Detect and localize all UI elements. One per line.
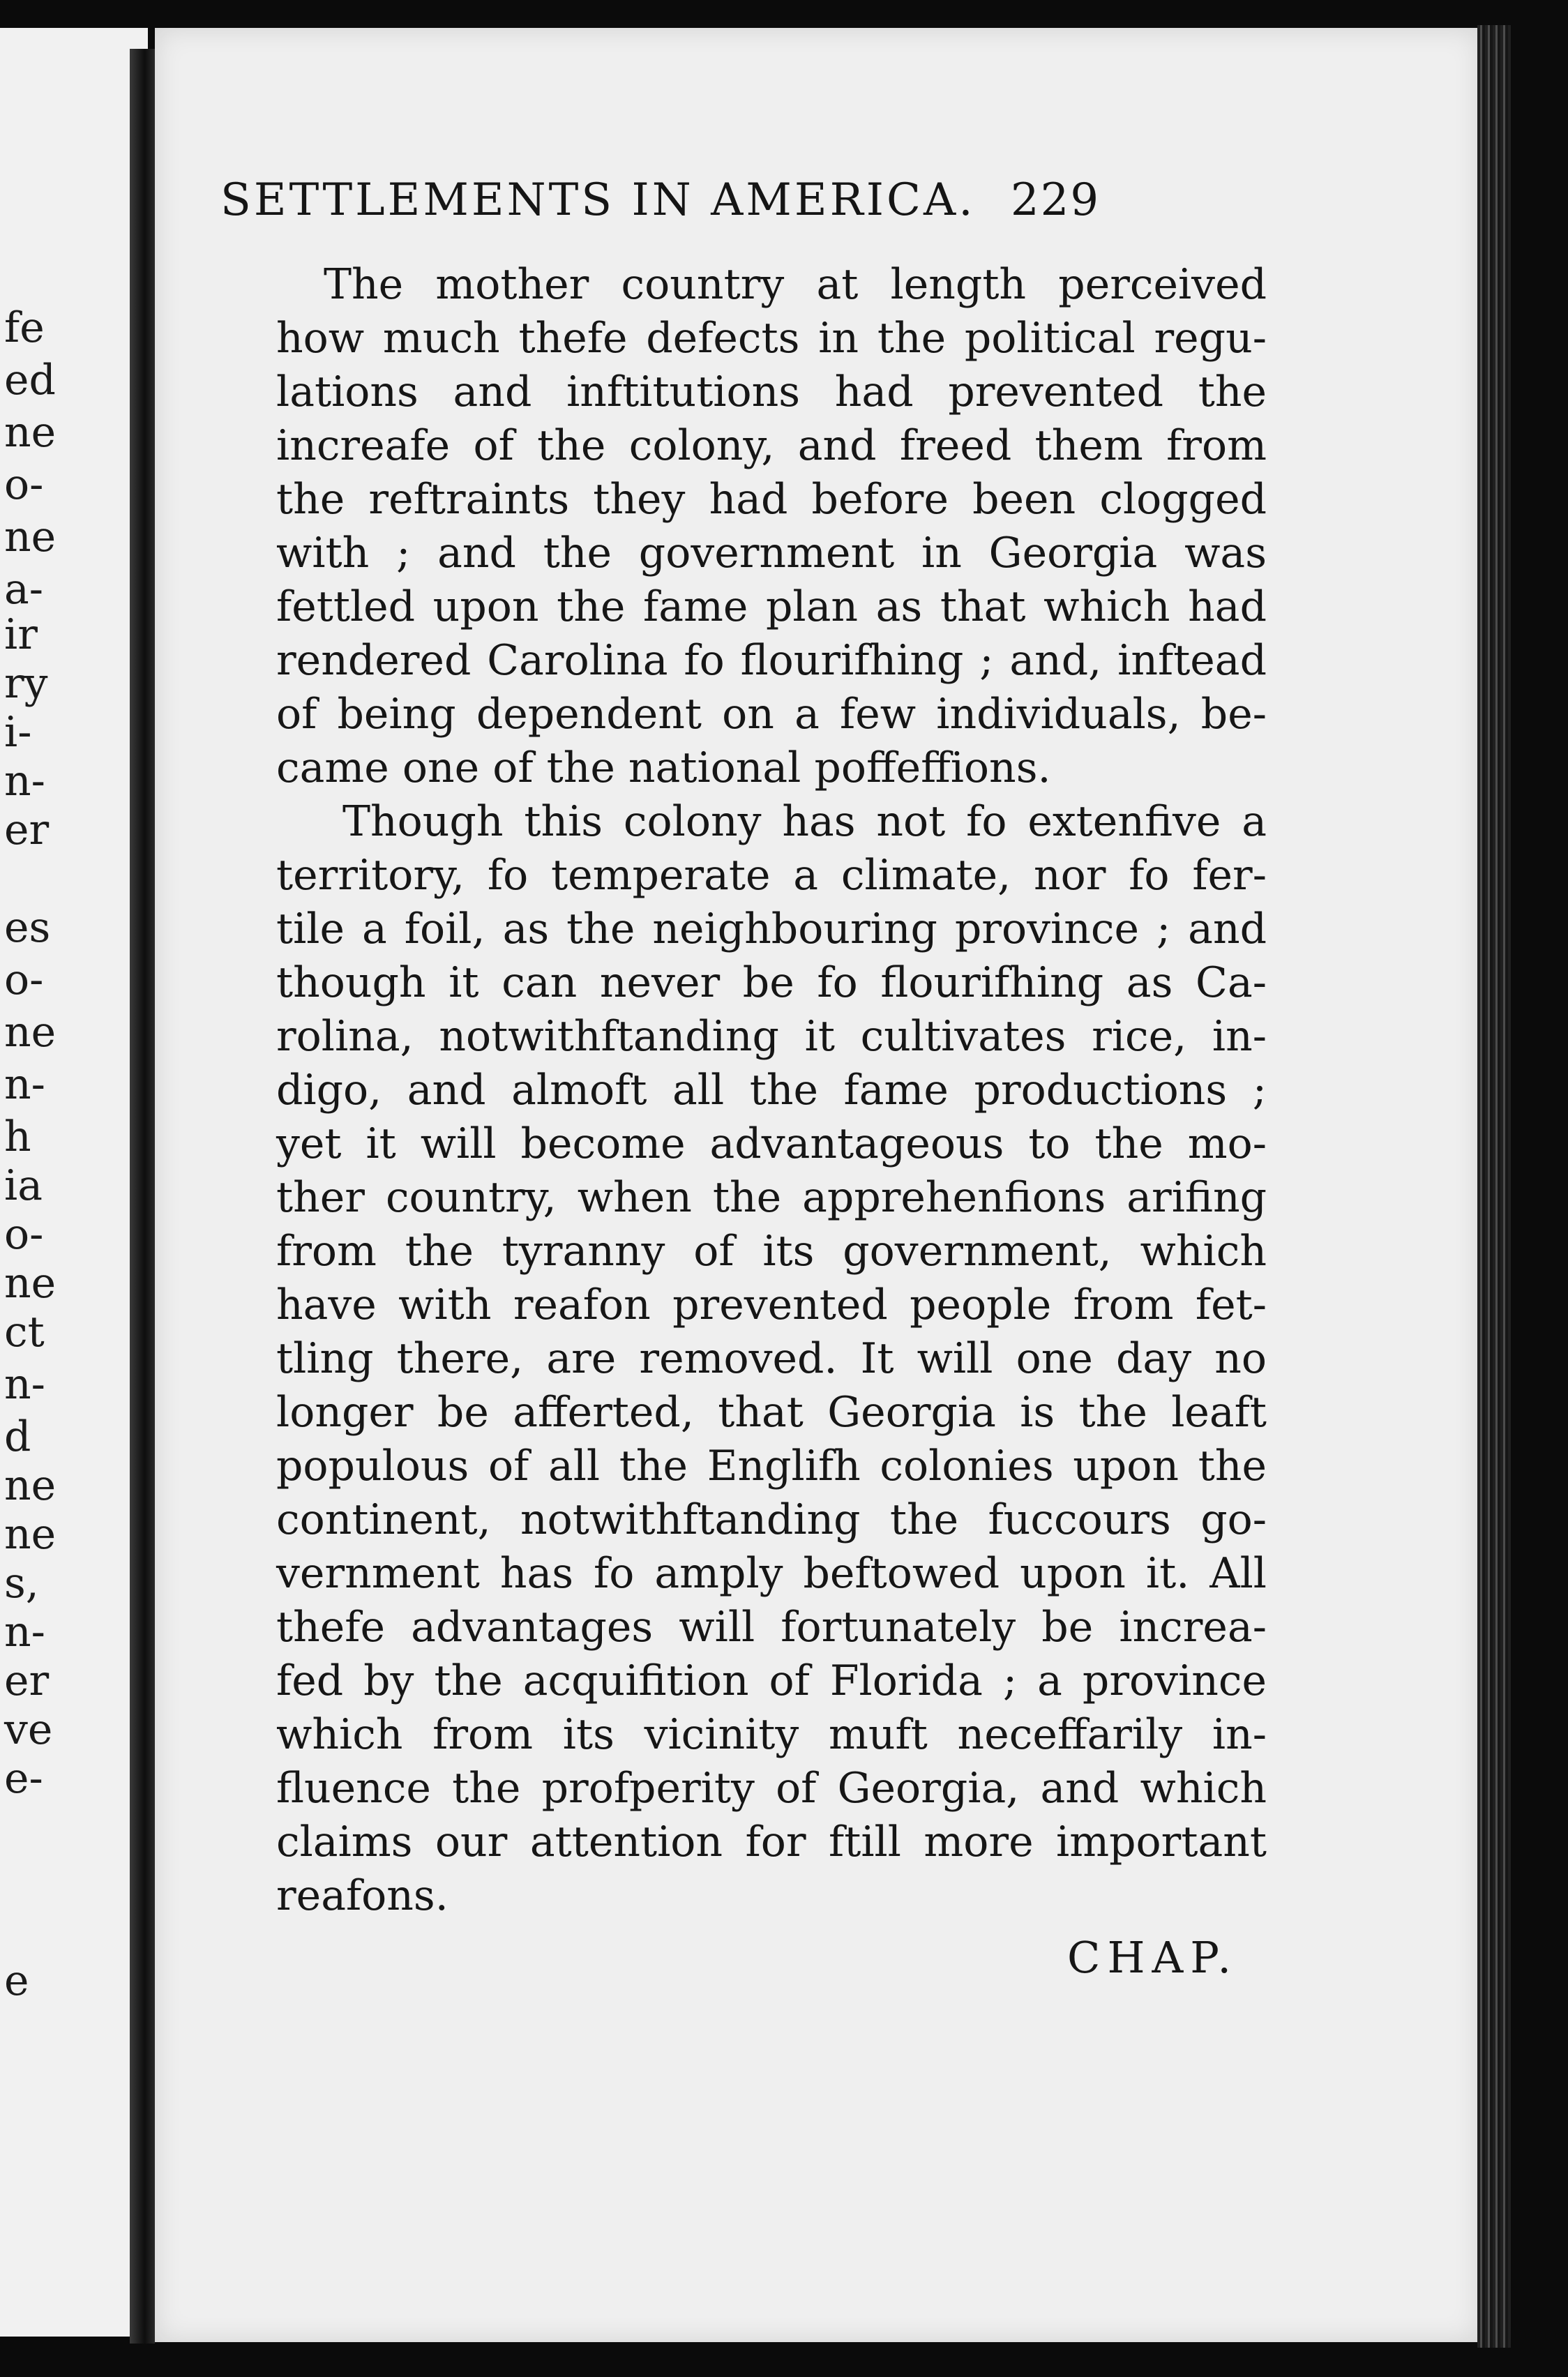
text-line: The mother country at length perceived [324,260,1267,309]
text-line: how much thefe defects in the political regu- [276,314,1267,363]
facing-page-fragment: e- [4,1754,43,1803]
facing-page-fragment: e [4,1956,29,2005]
facing-page-fragment: s, [4,1559,39,1608]
text-line: tling there, are removed. It will one day no [276,1334,1267,1383]
page-edges [1477,25,1511,2348]
text-line: the reftraints they had before been clogged [276,475,1267,524]
text-line: continent, notwithftanding the fuccours go- [276,1495,1267,1544]
text-line: with ; and the government in Georgia was [276,529,1267,578]
facing-page-fragment: ed [4,356,56,405]
facing-page-fragment: fe [4,303,45,352]
catchword: CHAP. [1067,1932,1239,1983]
running-head [220,174,1267,226]
text-line: fettled upon the fame plan as that which had [276,582,1267,631]
text-line: Though this colony has not fo extenfive a [342,797,1267,846]
facing-page-fragment: er [4,806,50,854]
facing-page-fragment: ne [4,513,56,561]
facing-page-fragment: ne [4,1461,56,1510]
facing-page-fragment: ry [4,659,48,708]
text-line: which from its vicinity muft neceffarily in- [276,1710,1267,1759]
facing-page-fragment: es [4,903,51,952]
text-line: tile a foil, as the neighbouring province ; and [276,905,1267,953]
facing-page-fragment: ne [4,408,56,457]
text-line: longer be afferted, that Georgia is the leaft [276,1388,1267,1437]
text-line: increafe of the colony, and freed them from [276,421,1267,470]
text-line: populous of all the Englifh colonies upon the [276,1442,1267,1491]
text-line: rolina, notwithftanding it cultivates rice, in- [276,1012,1267,1061]
text-line: yet it will become advantageous to the mo- [276,1119,1267,1168]
text-line: claims our attention for ftill more important [276,1818,1267,1866]
facing-page-fragment: ne [4,1510,56,1559]
text-line: fed by the acquifition of Florida ; a province [276,1657,1267,1705]
facing-page-fragment: n- [4,1608,45,1657]
text-line: territory, fo temperate a climate, nor fo fer- [276,851,1267,900]
facing-page-fragment: d [4,1412,31,1461]
facing-page-fragment: h [4,1112,31,1161]
facing-page-fragment: ia [4,1161,43,1210]
text-line: ther country, when the apprehenfions arifing [276,1173,1267,1222]
facing-page-fragment: o- [4,1210,44,1259]
facing-page-fragment: n- [4,1060,45,1109]
facing-page-fragment: ne [4,1259,56,1308]
text-line: fluence the profperity of Georgia, and which [276,1764,1267,1813]
text-line: from the tyranny of its government, which [276,1227,1267,1276]
text-line: came one of the national poffeffions. [276,744,1051,792]
facing-page-fragment: er [4,1657,50,1705]
text-line: have with reafon prevented people from fet- [276,1281,1267,1329]
paragraph [276,258,1267,795]
body-text [276,258,1267,1923]
facing-page-fragment: n- [4,757,45,806]
facing-page-fragment: a- [4,565,44,614]
facing-page [0,28,148,2337]
text-line: of being dependent on a few individuals, be- [276,690,1267,739]
facing-page-fragment: i- [4,708,32,757]
paragraph [276,795,1267,1923]
facing-page-fragment: ir [4,610,38,659]
text-line: digo, and almoft all the fame productions ; [276,1066,1267,1115]
facing-page-fragment: o- [4,956,44,1004]
text-line: lations and inftitutions had prevented the [276,368,1267,416]
page-number: 229 [1010,174,1101,226]
facing-page-fragment: o- [4,460,44,509]
book-gutter [130,49,155,2344]
text-line: thefe advantages will fortunately be increa- [276,1603,1267,1652]
text-line: reafons. [276,1871,448,1920]
text-line: though it can never be fo flourifhing as Ca- [276,958,1267,1007]
running-head-title: SETTLEMENTS IN AMERICA. [220,174,976,226]
facing-page-fragment: ct [4,1308,45,1357]
facing-page-fragment: ve [4,1705,53,1754]
facing-page-fragment: n- [4,1360,45,1409]
text-line: rendered Carolina fo flourifhing ; and, inftead [276,636,1267,685]
facing-page-fragment: ne [4,1008,56,1057]
text-line: vernment has fo amply beftowed upon it. All [276,1549,1267,1598]
